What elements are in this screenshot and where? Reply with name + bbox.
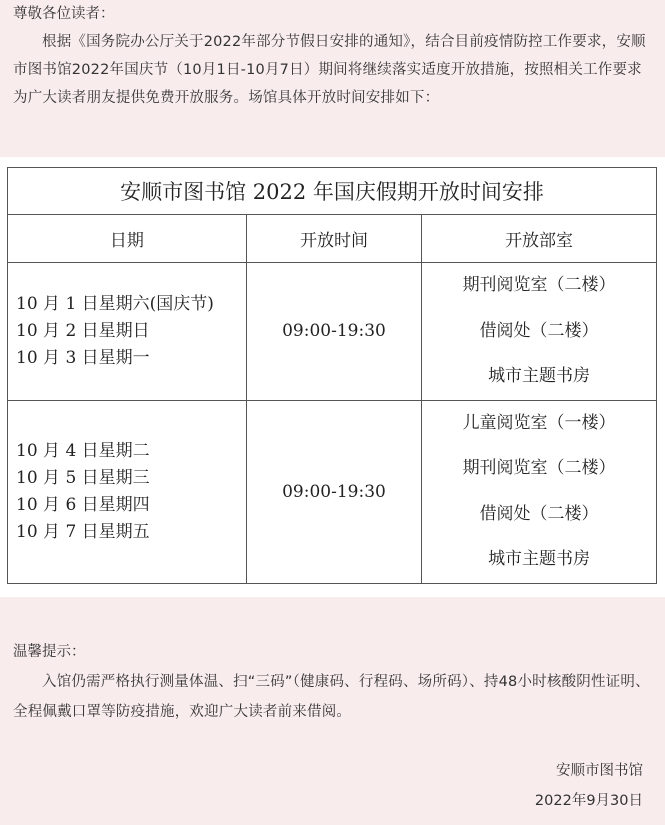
header-time: 开放时间 <box>246 215 421 263</box>
room-line: 城市主题书房 <box>488 366 591 386</box>
date-line: 10 月 1 日星期六(国庆节) <box>16 293 214 314</box>
rooms-cell <box>422 263 657 401</box>
room-line: 借阅处（二楼） <box>479 320 599 341</box>
table-row <box>8 263 657 401</box>
header-date: 日期 <box>8 215 247 263</box>
rooms-cell <box>422 400 657 583</box>
room-line: 儿童阅览室（一楼） <box>462 412 616 433</box>
time-cell: 09:00-19:30 <box>246 263 421 401</box>
room-line: 借阅处（二楼） <box>479 503 599 524</box>
signature-block <box>535 756 643 816</box>
date-line: 10 月 6 日星期四 <box>16 494 150 515</box>
dates-cell <box>8 263 247 401</box>
tips-section <box>13 637 653 727</box>
time-cell: 09:00-19:30 <box>246 400 421 583</box>
greeting: 尊敬各位读者： <box>13 6 115 22</box>
intro-section <box>13 0 653 112</box>
date-line: 10 月 7 日星期五 <box>16 521 150 542</box>
date-line: 10 月 3 日星期一 <box>16 347 150 368</box>
tips-title: 温馨提示： <box>13 644 86 660</box>
room-line: 期刊阅览室（二楼） <box>462 458 616 478</box>
date-line: 10 月 4 日星期二 <box>16 440 150 461</box>
header-rooms: 开放部室 <box>422 215 657 263</box>
dates-cell <box>8 400 247 583</box>
date-line: 10 月 2 日星期日 <box>16 320 150 341</box>
intro-paragraph: 根据《国务院办公厅关于2022年部分节假日安排的通知》，结合目前疫情防控工作要求，安顺市图书馆2022年国庆节（10月1日-10月7日）期间将继续落实适度开放措施，按照相关工作要求为广大读者朋友提供免费开放服务。场馆具体开放时间安排如下： <box>13 34 646 106</box>
tips-paragraph: 入馆仍需严格执行测量体温、扫“三码”（健康码、行程码、场所码）、持48小时核酸阴性证明、全程佩戴口罩等防疫措施，欢迎广大读者前来借阅。 <box>13 674 650 720</box>
signature-date: 2022年9月30日 <box>534 793 643 809</box>
signature-org: 安顺市图书馆 <box>556 763 643 779</box>
table-header-row <box>8 215 657 263</box>
room-line: 期刊阅览室（二楼） <box>462 275 616 295</box>
table-row <box>8 400 657 583</box>
table-title: 安顺市图书馆 2022 年国庆假期开放时间安排 <box>8 168 657 215</box>
schedule-table <box>7 167 657 584</box>
date-line: 10 月 5 日星期三 <box>16 467 150 488</box>
schedule-table-container <box>0 157 665 597</box>
room-line: 城市主题书房 <box>488 549 591 569</box>
